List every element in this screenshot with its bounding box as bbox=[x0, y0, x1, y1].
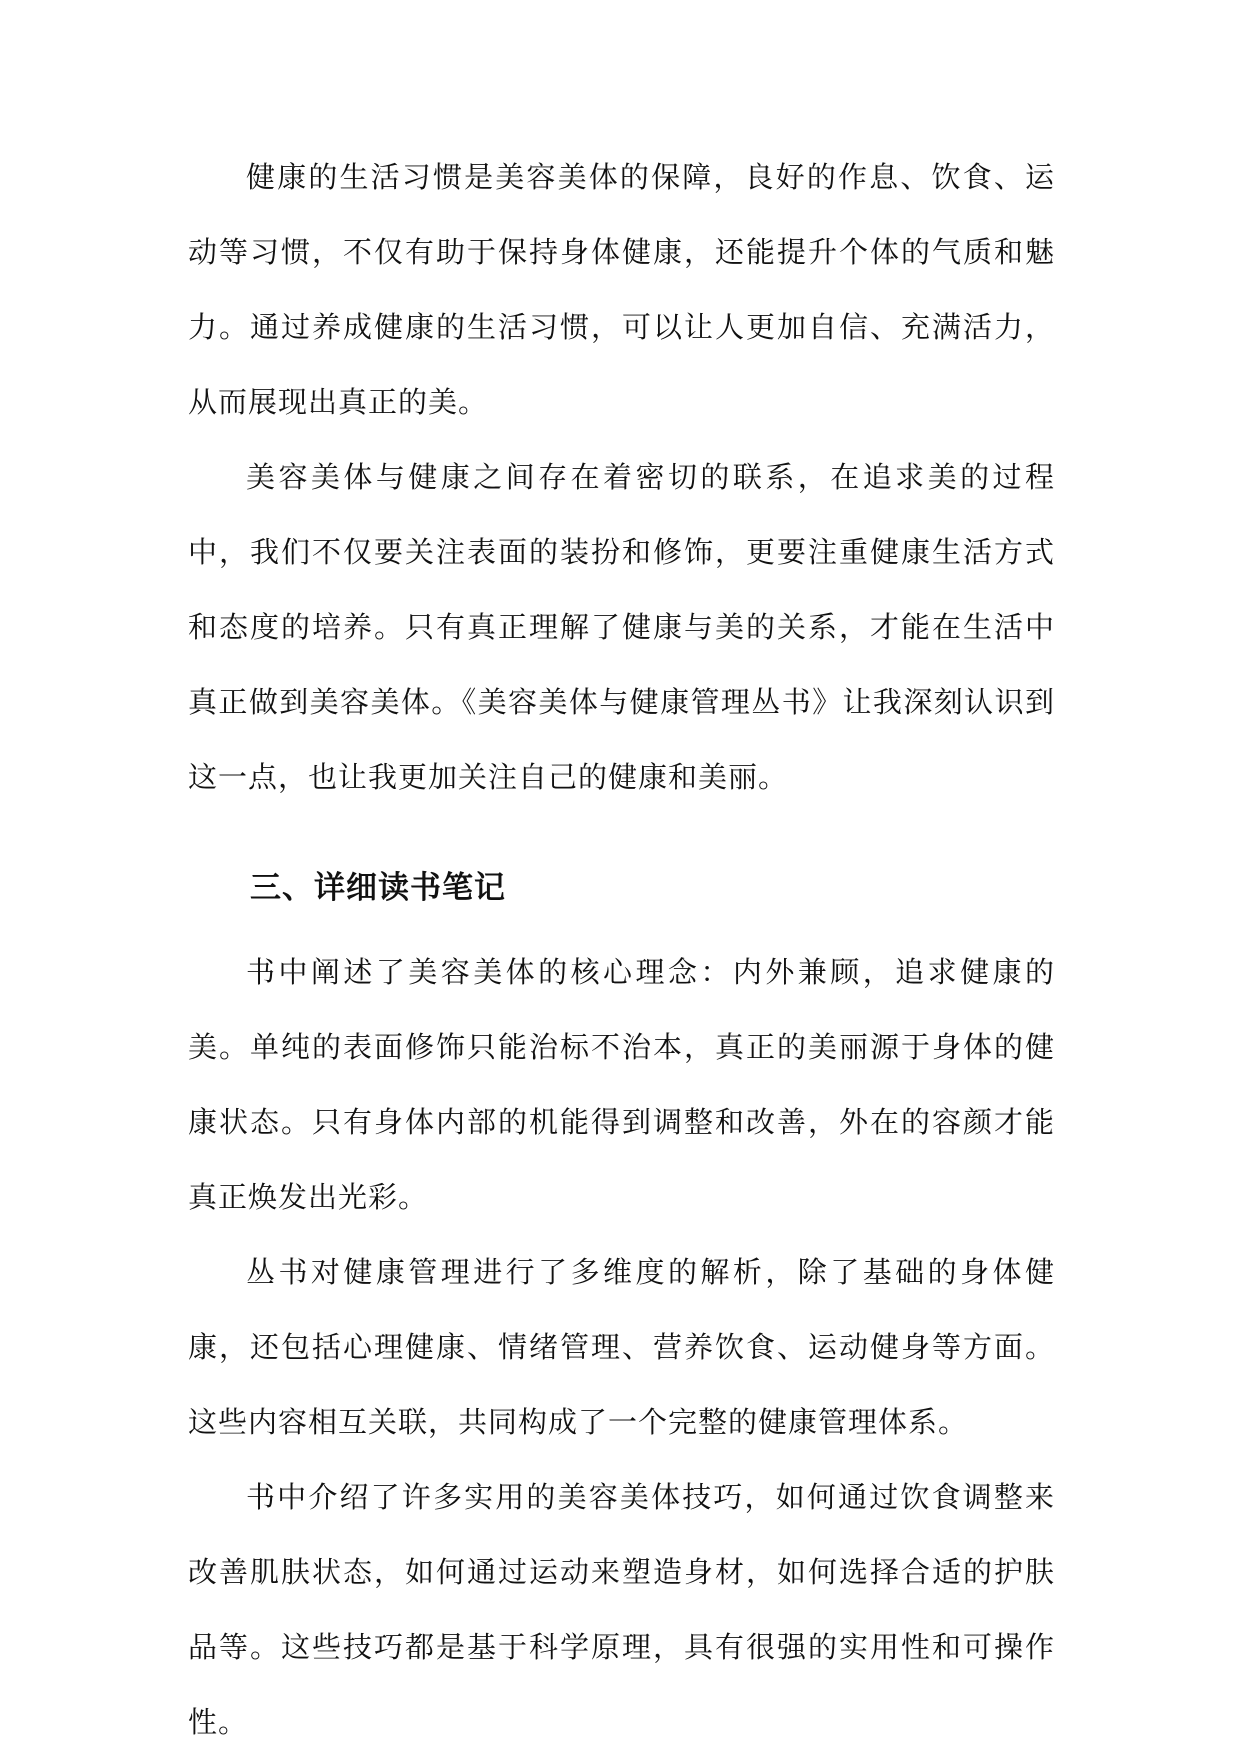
body-paragraph: 书中阐述了美容美体的核心理念：内外兼顾，追求健康的美。单纯的表面修饰只能治标不治本，真正的美丽源于身体的健康状态。只有身体内部的机能得到调整和改善，外在的容颜才能真正焕发出光彩。 bbox=[188, 955, 1055, 1214]
body-paragraph: 丛书对健康管理进行了多维度的解析，除了基础的身体健康，还包括心理健康、情绪管理、营养饮食、运动健身等方面。这些内容相互关联，共同构成了一个完整的健康管理体系。 bbox=[188, 1255, 1055, 1439]
body-paragraph: 书中介绍了许多实用的美容美体技巧，如何通过饮食调整来改善肌肤状态，如何通过运动来塑造身材，如何选择合适的护肤品等。这些技巧都是基于科学原理，具有很强的实用性和可操作性。 bbox=[188, 1480, 1055, 1739]
body-paragraph: 健康的生活习惯是美容美体的保障，良好的作息、饮食、运动等习惯，不仅有助于保持身体健康，还能提升个体的气质和魅力。通过养成健康的生活习惯，可以让人更加自信、充满活力，从而展现出真正的美。 bbox=[188, 160, 1055, 419]
body-paragraph: 美容美体与健康之间存在着密切的联系，在追求美的过程中，我们不仅要关注表面的装扮和修饰，更要注重健康生活方式和态度的培养。只有真正理解了健康与美的关系，才能在生活中真正做到美容美体。《美容美体与健康管理丛书》让我深刻认识到这一点，也让我更加关注自己的健康和美丽。 bbox=[188, 460, 1055, 794]
document-body bbox=[188, 140, 1055, 1760]
section-heading: 三、详细读书笔记 bbox=[250, 870, 506, 906]
